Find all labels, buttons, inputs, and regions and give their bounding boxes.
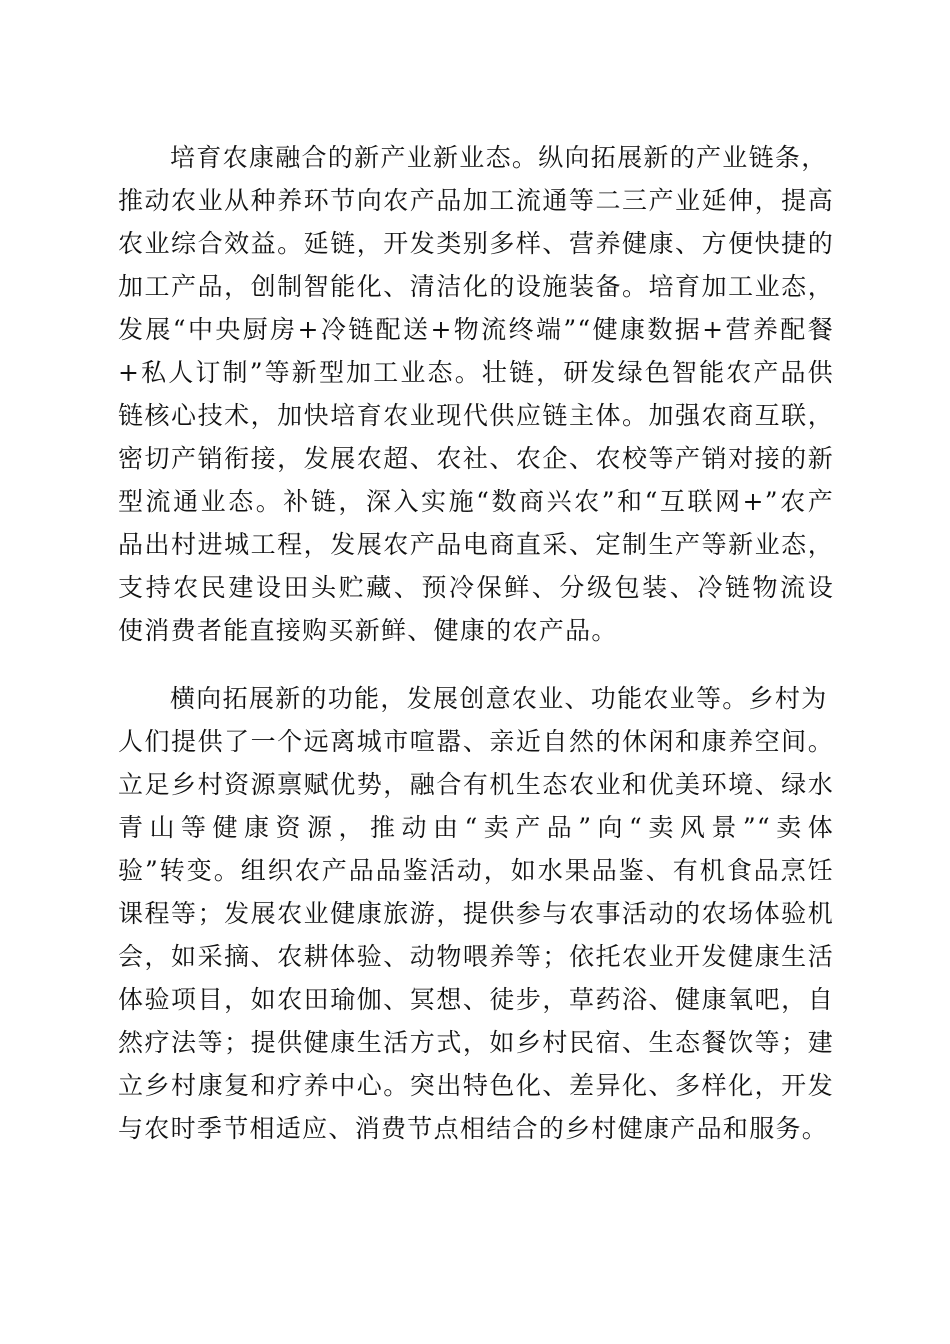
- paragraph-line: 立乡村康复和疗养中心。突出特色化、差异化、多样化，开发: [118, 1071, 834, 1100]
- paragraph-line: 密切产销衔接，发展农超、农社、农企、农校等产销对接的新: [118, 444, 834, 473]
- paragraph-line: 品出村进城工程，发展农产品电商直采、定制生产等新业态，: [118, 530, 834, 559]
- paragraph-line: 然疗法等；提供健康生活方式，如乡村民宿、生态餐饮等；建: [118, 1028, 834, 1057]
- paragraph-line: 体验项目，如农田瑜伽、冥想、徒步，草药浴、健康氧吧，自: [118, 985, 834, 1014]
- paragraph-line: 农业综合效益。延链，开发类别多样、营养健康、方便快捷的: [118, 229, 834, 258]
- paragraph-line: 发展“中央厨房+冷链配送+物流终端”“健康数据+营养配餐: [118, 315, 834, 344]
- paragraph-line: +私人订制”等新型加工业态。壮链，研发绿色智能农产品供: [118, 358, 834, 387]
- paragraph-line: 加工产品，创制智能化、清洁化的设施装备。培育加工业态，: [118, 272, 834, 301]
- paragraph-1: [118, 143, 834, 683]
- paragraph-2: [118, 684, 834, 1164]
- paragraph-line: 培育农康融合的新产业新业态。纵向拓展新的产业链条，: [170, 143, 828, 172]
- paragraph-line: 推动农业从种养环节向农产品加工流通等二三产业延伸，提高: [118, 186, 834, 215]
- paragraph-line: 与农时季节相适应、消费节点相结合的乡村健康产品和服务。: [118, 1114, 829, 1143]
- paragraph-line: 课程等；发展农业健康旅游，提供参与农事活动的农场体验机: [118, 899, 834, 928]
- paragraph-line: 支持农民建设田头贮藏、预冷保鲜、分级包装、冷链物流设: [118, 573, 834, 602]
- paragraph-line: 验”转变。组织农产品品鉴活动，如水果品鉴、有机食品烹饪: [118, 856, 834, 885]
- paragraph-line: 青山等健康资源，推动由“卖产品”向“卖风景”“卖体: [118, 813, 834, 842]
- paragraph-line: 链核心技术，加快培育农业现代供应链主体。加强农商互联，: [118, 401, 834, 430]
- paragraph-line: 型流通业态。补链，深入实施“数商兴农”和“互联网+”农产: [118, 487, 834, 516]
- paragraph-line: 横向拓展新的功能，发展创意农业、功能农业等。乡村为: [170, 684, 828, 713]
- paragraph-line: 使消费者能直接购买新鲜、健康的农产品。: [118, 616, 618, 645]
- paragraph-line: 人们提供了一个远离城市喧嚣、亲近自然的休闲和康养空间。: [118, 727, 834, 756]
- paragraph-line: 会，如采摘、农耕体验、动物喂养等；依托农业开发健康生活: [118, 942, 834, 971]
- paragraph-line: 立足乡村资源禀赋优势，融合有机生态农业和优美环境、绿水: [118, 770, 834, 799]
